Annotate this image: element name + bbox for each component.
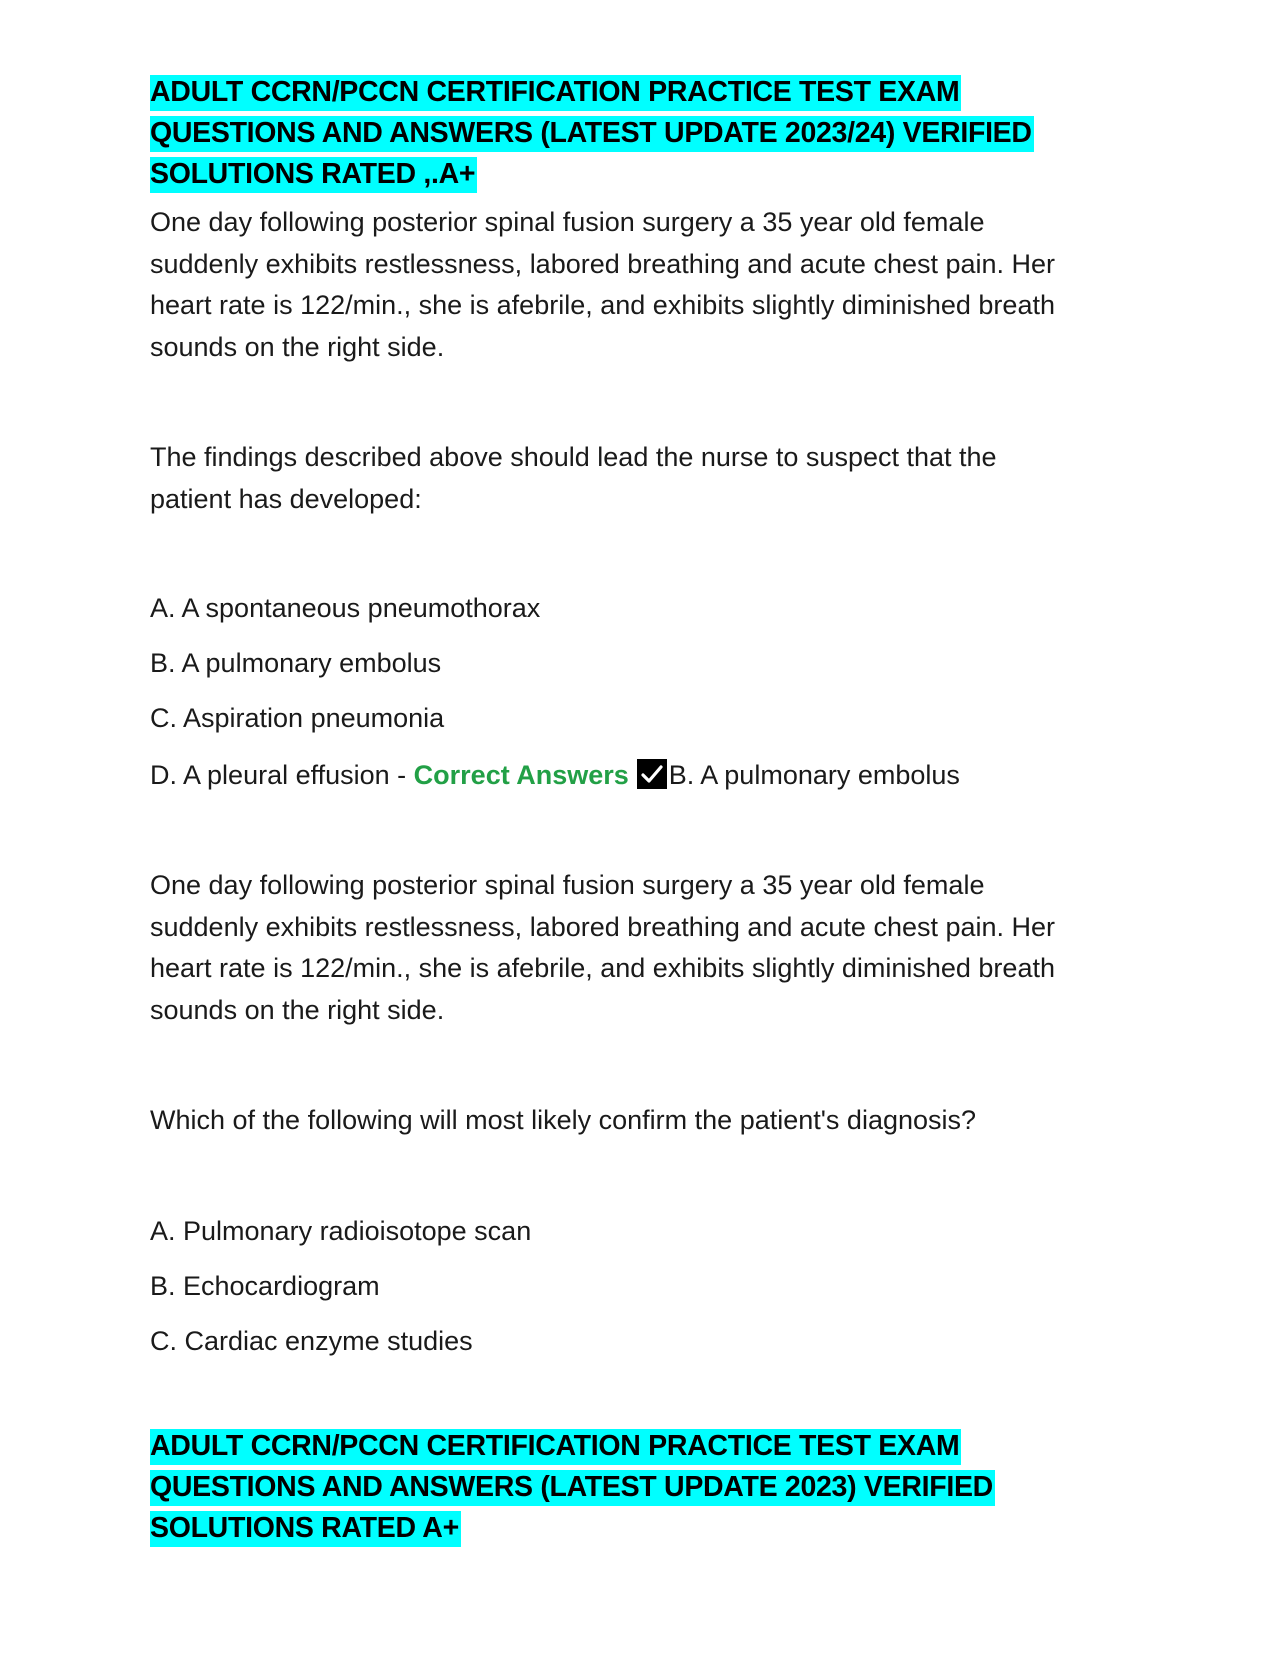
question-1-option-c: C. Aspiration pneumonia [150,703,445,733]
question-2-option-b: B. Echocardiogram [150,1270,380,1301]
question-1-prompt: The findings described above should lead the nurse to suspect that the patient has developed: [150,442,997,514]
question-2-option-c: C. Cardiac enzyme studies [150,1325,473,1356]
footer-title-text: ADULT CCRN/PCCN CERTIFICATION PRACTICE TEST EXAM QUESTIONS AND ANSWERS (LATEST UPDATE 2023) VERIFIED SOLUTIONS RATED A+ [150,1429,995,1547]
question-2-option-a: A. Pulmonary radioisotope scan [150,1215,532,1246]
question-1-option-b: B. A pulmonary embolus [150,648,442,678]
question-1-stem: One day following posterior spinal fusion surgery a 35 year old female suddenly exhibits restlessness, labored breathing and acute chest pain. Her heart rate is 122/min., she is afebrile, and exhibits slightly diminished breath sounds on the right side. [150,207,1056,362]
document-page [150,72,1140,1549]
correct-answer-text: B. A pulmonary embolus [668,760,960,790]
check-mark-icon [637,759,667,789]
question-1-option-a: A. A spontaneous pneumothorax [150,593,541,623]
header-title-text: ADULT CCRN/PCCN CERTIFICATION PRACTICE TEST EXAM QUESTIONS AND ANSWERS (LATEST UPDATE 2023/24) VERIFIED SOLUTIONS RATED ,.A+ [150,75,1034,193]
question-2-stem: One day following posterior spinal fusion surgery a 35 year old female suddenly exhibits restlessness, labored breathing and acute chest pain. Her heart rate is 122/min., she is afebrile, and exhibits slightly diminished breath sounds on the right side. [150,870,1056,1025]
question-1-option-d-row [150,755,1140,796]
question-2-prompt: Which of the following will most likely confirm the patient's diagnosis? [150,1105,977,1135]
header-title [150,72,1085,195]
correct-answers-label: Correct Answers [413,760,629,790]
footer-title [150,1426,1085,1549]
question-1-option-d: D. A pleural effusion - [150,760,414,790]
